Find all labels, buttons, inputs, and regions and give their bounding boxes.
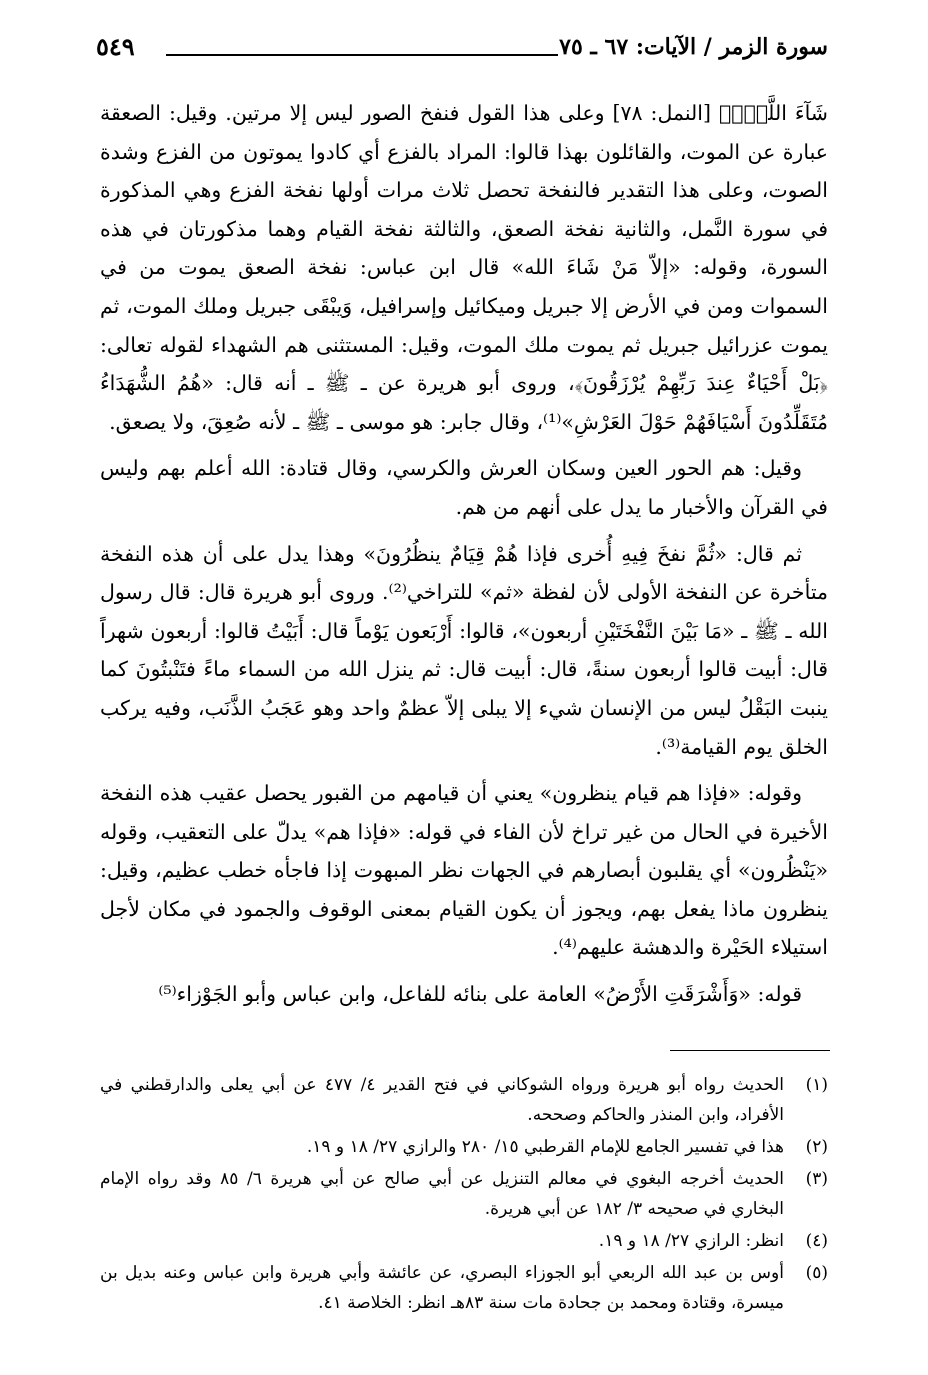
footnote-text: الحديث أخرجه البغوي في معالم التنزيل عن أبي صالح عن أبي هريرة ٦/ ٨٥ وقد رواه الإمام البخاري في صحيحه ٣/ ١٨٢ عن أبي هريرة. [100,1169,784,1219]
footnote-number: (٢) [805,1137,828,1157]
paragraph: قوله: «وَأَشْرَقَتِ الأَرْضُ» العامة على بنائه للفاعل، وابن عباس وأبو الجَوْزاء⁽⁵⁾ [158,982,802,1007]
paragraph: شَآءَ اللَّهُۚ﴾ [النمل: ٧٨] وعلى هذا القول فنفخ الصور ليس إلا مرتين. وقيل: الصعقة عبارة عن الموت، والقائلون بهذا قالوا: المراد بالفزع أي كادوا يموتون من الفزع وشدة الصوت، وعلى هذا التقدير فالنفخة تحصل ثلاث مرات أولها نفخة الفزع وهي المذكورة في سورة النَّمل، والثانية نفخة الصعق، والثالثة نفخة القيام وهما مذكورتان في هذه السورة، وقوله: «إلاّ مَنْ شَاءَ الله» قال ابن عباس: نفخة الصعق يموت من في السموات ومن في الأرض إلا جبريل وميكائيل وإسرافيل، وَيبْقَى جبريل وملك الموت، ثم يموت عزرائيل جبريل ثم يموت ملك الموت، وقيل: المستثنى هم الشهداء لقوله تعالى: ﴿بَلْ أَحْيَاءٌ عِندَ رَبِّهِمْ يُرْزَقُونَ﴾، وروى أبو هريرة عن ـ ﷺ ـ أنه قال: «هُمُ الشُّهَدَاءُ مُتَقَلِّدُونَ أَسْيَافَهُمْ حَوْلَ العَرْشِ»⁽¹⁾، وقال جابر: هو موسى ـ ﷺ ـ لأنه صُعِقَ، ولا يصعق. [100,101,828,434]
page-header [96,24,828,72]
footnote-text: انظر: الرازي ٢٧/ ١٨ و ١٩. [598,1231,784,1251]
main-text [100,94,828,1022]
footnote [100,1132,828,1162]
footnote-number: (٣) [805,1169,828,1189]
running-title: سورة الزمر / الآيات: ٦٧ ـ ٧٥ [559,34,828,60]
footnote-text: أوس بن عبد الله الربعي أبو الجوزاء البصري، عن عائشة وأبي هريرة وابن عباس وعنه بديل بن ميسرة، وقتادة ومحمد بن جحادة مات سنة ٨٣هـ انظر: الخلاصة ٤١. [100,1263,784,1313]
footnote [100,1258,828,1318]
footnote-number: (٤) [805,1231,828,1251]
paragraph: وقيل: هم الحور العين وسكان العرش والكرسي، وقال قتادة: الله أعلم بهم وليس في القرآن والأخبار ما يدل على أنهم من هم. [100,456,828,519]
footnote [100,1070,828,1130]
page-number: ٥٤٩ [96,32,135,61]
paragraph: ثم قال: «ثُمَّ نفخَ فِيهِ أُخرى فإذا هُمْ قِيَامٌ ينظُرُونَ» وهذا يدل على أن هذه النفخة متأخرة عن النفخة الأولى لأن لفظة «ثم» للتراخي⁽²⁾. وروى أبو هريرة قال: قال رسول الله ـ ﷺ ـ «مَا بَيْنَ النَّفْخَتَيْنِ أربعون»، قالوا: أَرْبَعون يَوْماً قال: أَبَيْتُ قالوا: أربعون شهراً قال: أبيت قالوا أربعون سنةً، قال: أبيت قال: ثم ينزل الله من السماء ماءً فتَنْبتُونَ كما ينبت البَقْلُ ليس من الإنسان شيء إلا يبلى إلاّ عظمٌ واحد وهو عَجَبُ الذَّنَب، وفيه يركب الخلق يوم القيامة⁽³⁾. [100,541,828,759]
footnote-text: هذا في تفسير الجامع للإمام القرطبي ١٥/ ٢٨٠ والرازي ٢٧/ ١٨ و ١٩. [306,1137,784,1157]
header-rule [166,54,558,56]
footnote-text: الحديث رواه أبو هريرة ورواه الشوكاني في فتح القدير ٤/ ٤٧٧ عن أبي يعلى والدارقطني في الأفراد، وابن المنذر والحاكم وصححه. [100,1075,784,1125]
footnote-number: (١) [805,1075,828,1095]
footnotes [100,1070,828,1320]
footnote [100,1164,828,1224]
footnote-separator [670,1050,830,1051]
footnote [100,1226,828,1256]
footnote-number: (٥) [805,1263,828,1283]
paragraph: وقوله: «فإذا هم قيام ينظرون» يعني أن قيامهم من القبور يحصل عقيب هذه النفخة الأخيرة في الحال من غير تراخ لأن الفاء في قوله: «فإذا هم» يدلّ على التعقيب، وقوله «يَنْظُرون» أي يقلبون أبصارهم في الجهات نظر المبهوت إذا فاجأه خطب عظيم، وقيل: ينظرون ماذا يفعل بهم، ويجوز أن يكون القيام بمعنى الوقوف والجمود في مكان لأجل استيلاء الحَيْرة والدهشة عليهم⁽⁴⁾. [100,781,828,960]
